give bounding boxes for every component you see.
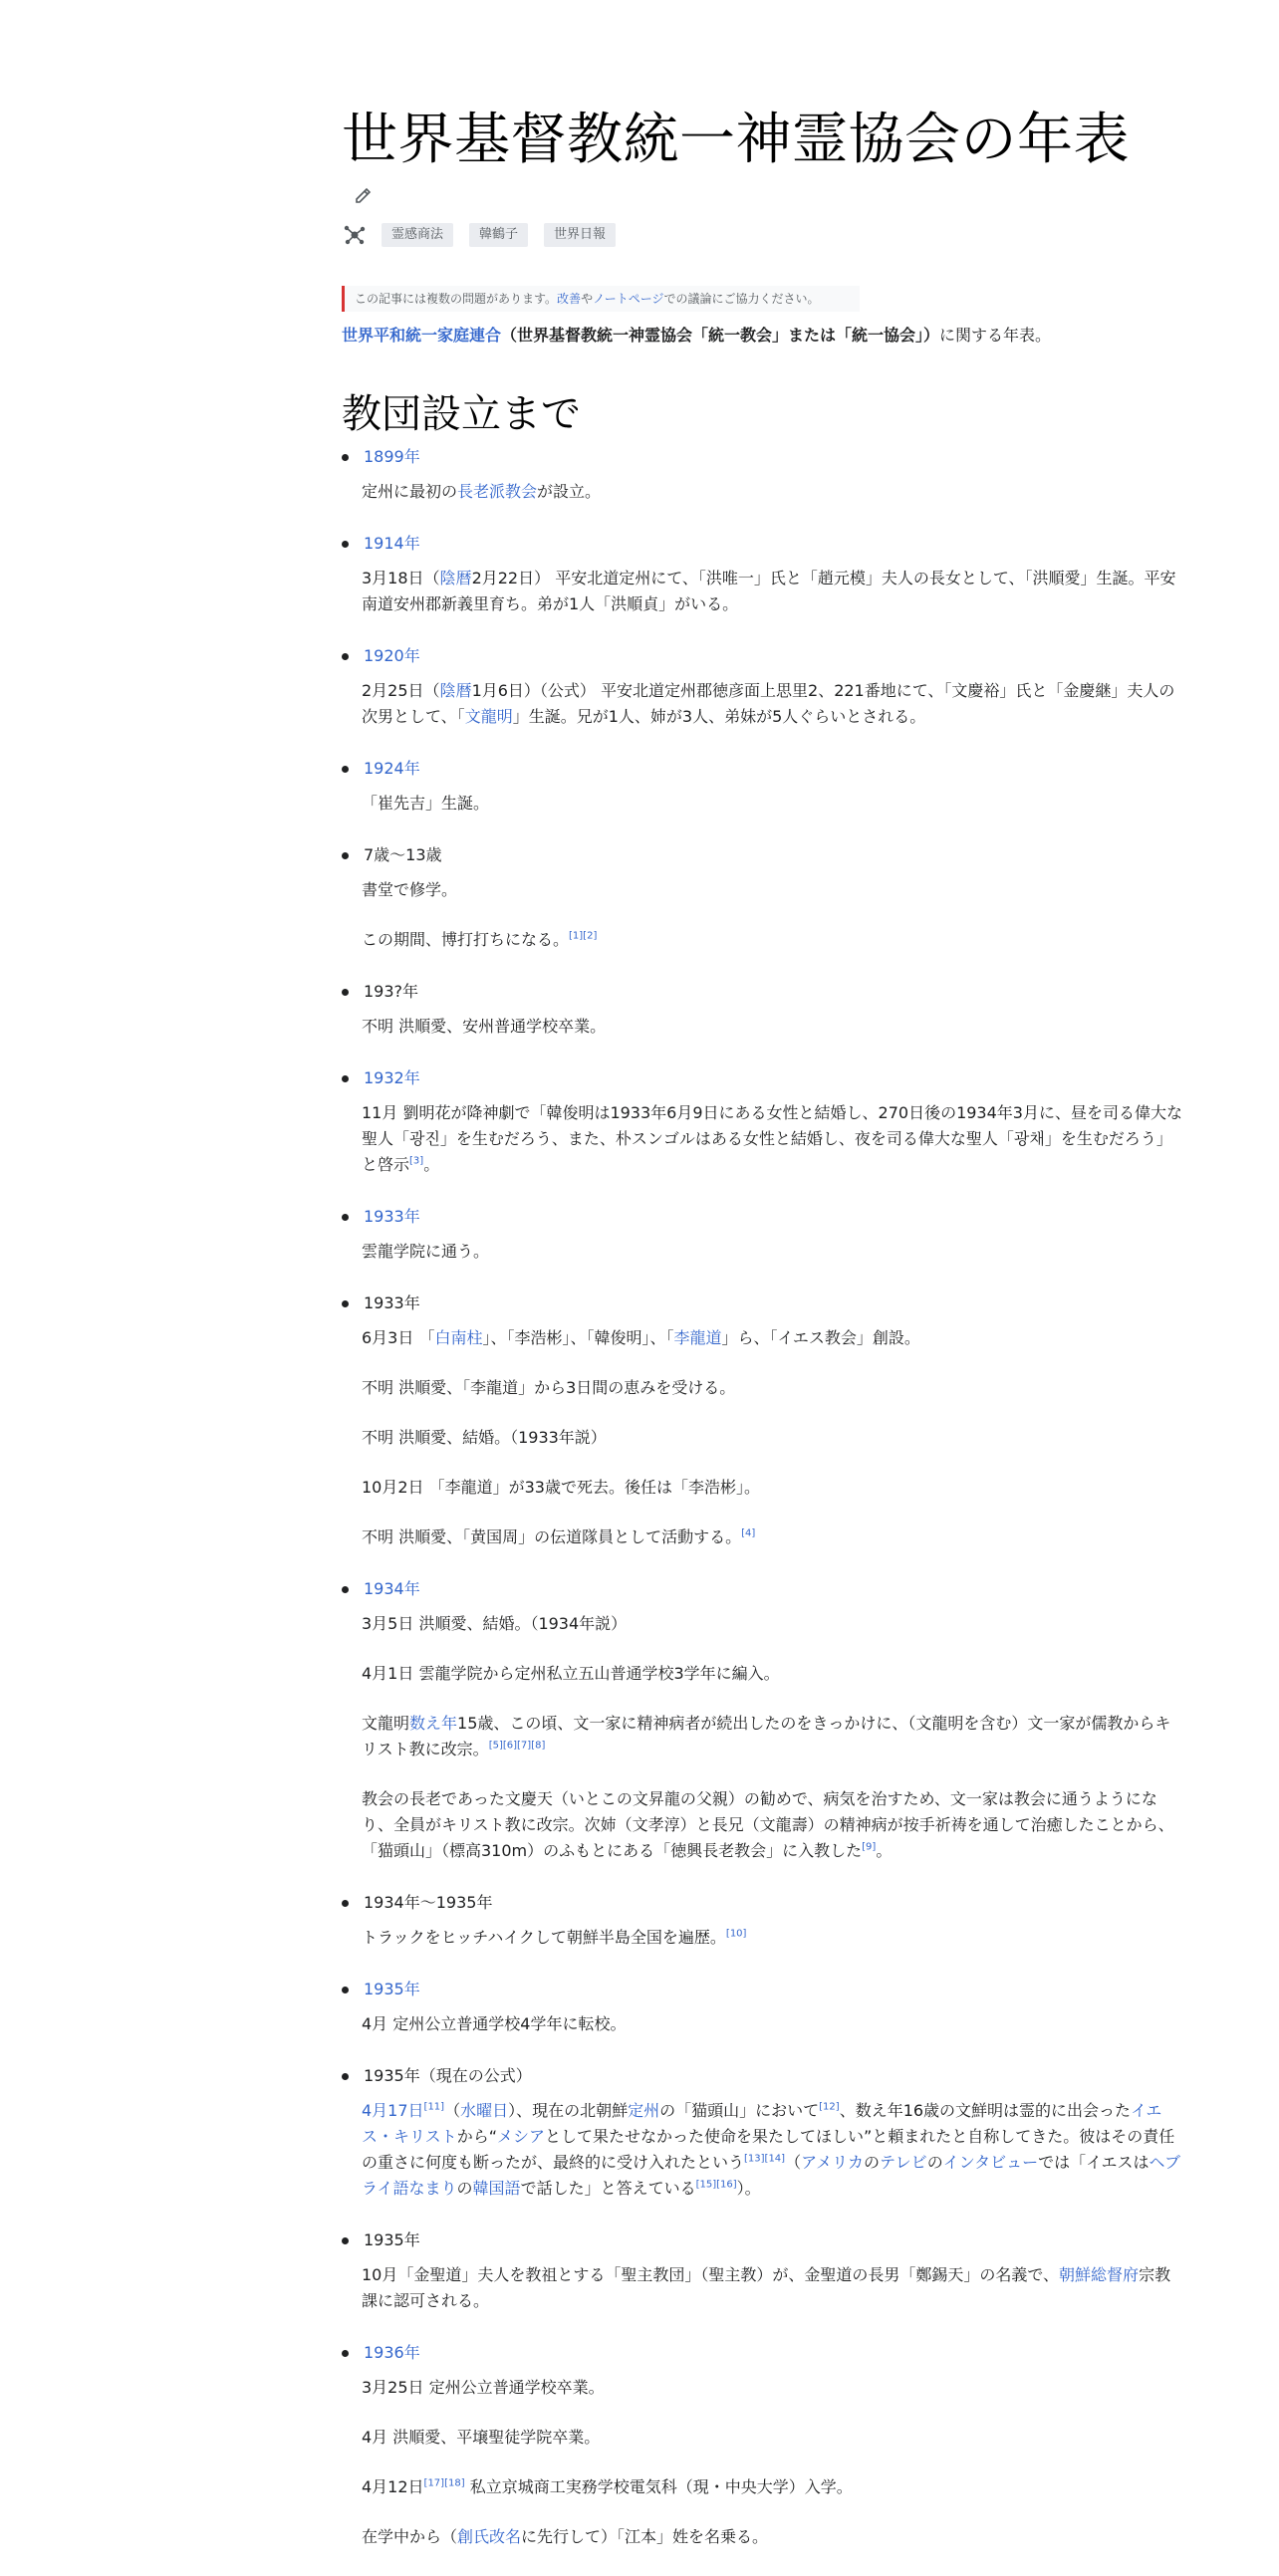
intro-bold: （世界基督教統一神霊協会「統一教会」または「統一協会」） — [501, 326, 940, 345]
inline-link[interactable]: イエス・キリスト — [362, 2101, 1162, 2146]
notice-improve-link[interactable]: 改善 — [557, 292, 582, 306]
timeline-year: 1933年 — [364, 1293, 420, 1312]
timeline-entry — [342, 1065, 1186, 1178]
page-title: 世界基督教統一神霊協会の年表 — [342, 108, 1130, 172]
intro-sentence: 世界平和統一家庭連合（世界基督教統一神霊協会「統一教会」または「統一協会」）に関する年表。 — [342, 326, 1052, 345]
timeline-description: 3月5日 洪順愛、結婚。（1934年説） — [362, 1614, 628, 1633]
inline-link[interactable]: テレビ — [880, 2153, 927, 2172]
timeline-entry — [342, 1290, 1186, 1550]
category-tag[interactable]: 世界日報 — [544, 223, 616, 247]
timeline-description: 11月 劉明花が降神劇で「韓俊明は1933年6月9日にある女性と結婚し、270日後の1934年3月に、昼を司る偉大な聖人「광진」を生むだろう、また、朴スンゴルはある女性と結婚し、夜を司る偉大な聖人「광채」を生むだろう」と啓示[3]。 — [362, 1103, 1182, 1174]
timeline-description: 6月3日 「白南柱」、「李浩彬」、「韓俊明」、「李龍道」ら、「イエス教会」創設。 — [362, 1328, 920, 1347]
issues-notice[interactable]: この記事には複数の問題があります。改善やノートページでの議論にご協力ください。 — [342, 286, 860, 312]
bullet-icon — [342, 766, 349, 773]
timeline-year[interactable]: 1924年 — [364, 759, 420, 778]
timeline-description: 4月 洪順愛、平壌聖徒学院卒業。 — [362, 2428, 601, 2447]
timeline-description: 在学中から（創氏改名に先行して）「江本」姓を名乗る。 — [362, 2527, 769, 2546]
bullet-icon — [342, 541, 349, 548]
timeline-entry — [342, 979, 1186, 1040]
inline-link[interactable]: ヘブライ語なまり — [362, 2153, 1180, 2198]
category-tag[interactable]: 霊感商法 — [382, 223, 453, 247]
timeline-year[interactable]: 1914年 — [364, 534, 420, 553]
section-heading: 教団設立まで — [342, 391, 581, 437]
inline-link[interactable]: 定州 — [628, 2101, 660, 2120]
inline-link[interactable]: 李龍道 — [673, 1328, 722, 1347]
bullet-icon — [342, 2237, 349, 2244]
inline-link[interactable]: 陰暦 — [439, 681, 472, 700]
citation-ref[interactable]: [17][18] — [423, 2477, 465, 2489]
citation-ref[interactable]: [4] — [741, 1527, 756, 1539]
timeline-description: 書堂で修学。 — [362, 880, 458, 899]
bullet-icon — [342, 1586, 349, 1593]
timeline-entry — [342, 1204, 1186, 1265]
inline-link[interactable]: インタビュー — [942, 2153, 1039, 2172]
intro-link[interactable]: 世界平和統一家庭連合 — [342, 326, 502, 345]
inline-link[interactable]: 朝鮮総督府 — [1059, 2265, 1140, 2284]
timeline-description: 不明 洪順愛、安州普通学校卒業。 — [362, 1017, 607, 1036]
citation-ref[interactable]: [9] — [862, 1841, 877, 1853]
timeline-year[interactable]: 1933年 — [364, 1207, 420, 1226]
timeline-entry — [342, 2227, 1186, 2314]
citation-ref[interactable]: [12] — [819, 2101, 840, 2113]
category-tag[interactable]: 韓鶴子 — [469, 223, 528, 247]
timeline-entry — [342, 756, 1186, 817]
timeline-year[interactable]: 1899年 — [364, 447, 420, 466]
timeline-year: 1935年 — [364, 2230, 420, 2249]
timeline-description: 4月 定州公立普通学校4学年に転校。 — [362, 2014, 627, 2033]
citation-ref[interactable]: [15][16] — [695, 2179, 737, 2191]
timeline-year: 193?年 — [364, 982, 419, 1001]
timeline-description: 教会の長老であった文慶天（いとこの文昇龍の父親）の勧めで、病気を治すため、文一家は教会に通うようになり、全員がキリスト教に改宗。次姉（文孝淳）と長兄（文龍壽）の精神病が按手祈祷を通して治癒したことから、「猫頭山」（標高310m）のふもとにある「徳興長老教会」に入教した[9]。 — [362, 1789, 1174, 1860]
edit-pencil-icon[interactable] — [353, 185, 375, 207]
timeline-description: 10月「金聖道」夫人を教祖とする「聖主教団」（聖主教）が、金聖道の長男「鄭錫天」の名義で、朝鮮総督府宗教課に認可される。 — [362, 2265, 1171, 2310]
bullet-icon — [342, 1075, 349, 1082]
inline-link[interactable]: 4月17日 — [362, 2101, 424, 2120]
timeline-description: 3月25日 定州公立普通学校卒業。 — [362, 2378, 605, 2397]
timeline-entry — [342, 2340, 1186, 2550]
bullet-icon — [342, 1900, 349, 1907]
bullet-icon — [342, 2073, 349, 2080]
inline-link[interactable]: 陰暦 — [439, 569, 472, 587]
inline-link[interactable]: 韓国語 — [472, 2179, 521, 2198]
timeline-description: 4月12日[17][18] 私立京城商工実務学校電気科（現・中央大学）入学。 — [362, 2477, 853, 2496]
timeline-entry — [342, 444, 1186, 505]
timeline-entry — [342, 2063, 1186, 2202]
inline-link[interactable]: 長老派教会 — [457, 482, 538, 501]
timeline-entry — [342, 1576, 1186, 1864]
timeline-description: 3月18日（陰暦2月22日） 平安北道定州にて、「洪唯一」氏と「趙元模」夫人の長女として、「洪順愛」生誕。平安南道安州郡新義里育ち。弟が1人「洪順貞」がいる。 — [362, 569, 1176, 613]
timeline-entry — [342, 842, 1186, 953]
timeline-year[interactable]: 1935年 — [364, 1980, 420, 1998]
timeline-description: 4月1日 雲龍学院から定州私立五山普通学校3学年に編入。 — [362, 1664, 780, 1683]
inline-link[interactable]: 文龍明 — [464, 707, 513, 726]
timeline-description: 雲龍学院に通う。 — [362, 1242, 490, 1261]
inline-link[interactable]: メシア — [496, 2127, 545, 2146]
timeline-description: 不明 洪順愛、「李龍道」から3日間の恵みを受ける。 — [362, 1378, 736, 1397]
timeline-list — [342, 444, 1186, 2576]
category-bar — [342, 222, 624, 248]
timeline-description: トラックをヒッチハイクして朝鮮半島全国を遍歴。[10] — [362, 1928, 747, 1947]
citation-ref[interactable]: [13][14] — [744, 2153, 786, 2165]
inline-link[interactable]: 水曜日 — [460, 2101, 509, 2120]
timeline-description: 4月17日[11]（水曜日）、現在の北朝鮮定州の「猫頭山」において[12]、数え年16歳の文鮮明は霊的に出会ったイエス・キリストから“メシアとして果たせなかった使命を果たしてほしい”と頼まれたと自称してきた。彼はその責任の重さに何度も断ったが、最終的に受け入れたという[13][14]（アメリカのテレビのインタビューでは「イエスはヘブライ語なまりの韓国語で話した」と答えている[15][16]）。 — [362, 2101, 1180, 2198]
timeline-year: 1934年〜1935年 — [364, 1893, 493, 1912]
bullet-icon — [342, 1214, 349, 1221]
timeline-entry — [342, 643, 1186, 730]
notice-text: この記事には複数の問題があります。 — [355, 292, 558, 306]
timeline-description: 不明 洪順愛、結婚。（1933年説） — [362, 1428, 607, 1447]
citation-ref[interactable]: [1][2] — [569, 930, 598, 942]
bullet-icon — [342, 1300, 349, 1307]
inline-link[interactable]: 数え年 — [409, 1714, 458, 1733]
bullet-icon — [342, 852, 349, 859]
timeline-description: この期間、博打打ちになる。[1][2] — [362, 930, 598, 949]
inline-link[interactable]: 白南柱 — [434, 1328, 483, 1347]
timeline-year[interactable]: 1936年 — [364, 2343, 420, 2362]
bullet-icon — [342, 989, 349, 996]
timeline-year: 7歳〜13歳 — [364, 845, 442, 864]
bullet-icon — [342, 454, 349, 461]
timeline-year[interactable]: 1932年 — [364, 1068, 420, 1087]
timeline-entry — [342, 1977, 1186, 2037]
timeline-description: 2月25日（陰暦1月6日）（公式） 平安北道定州郡徳彦面上思里2、221番地にて、「文慶裕」氏と「金慶継」夫人の次男として、「文龍明」生誕。兄が1人、姉が3人、弟妹が5人ぐらいとされる。 — [362, 681, 1175, 726]
bullet-icon — [342, 653, 349, 660]
timeline-description: 不明 洪順愛、「黄国周」の伝道隊員として活動する。[4] — [362, 1527, 756, 1546]
timeline-description: 10月2日 「李龍道」が33歳で死去。後任は「李浩彬」。 — [362, 1478, 760, 1497]
timeline-year[interactable]: 1920年 — [364, 646, 420, 665]
citation-ref[interactable]: [10] — [725, 1928, 747, 1940]
timeline-description: 文龍明数え年15歳、この頃、文一家に精神病者が続出したのをきっかけに、（文龍明を含む）文一家が儒教からキリスト教に改宗。[5][6][7][8] — [362, 1714, 1171, 1758]
bullet-icon — [342, 1987, 349, 1993]
inline-link[interactable]: アメリカ — [801, 2153, 864, 2172]
citation-ref[interactable]: [5][6][7][8] — [488, 1740, 546, 1752]
bullet-icon — [342, 2350, 349, 2357]
citation-ref[interactable]: [3] — [409, 1155, 424, 1167]
timeline-description: 「崔先吉」生誕。 — [362, 794, 490, 813]
timeline-entry — [342, 531, 1186, 617]
network-icon — [342, 222, 368, 248]
citation-ref[interactable]: [11] — [423, 2101, 445, 2113]
timeline-entry — [342, 1890, 1186, 1951]
timeline-description: 定州に最初の長老派教会が設立。 — [362, 482, 602, 501]
timeline-year[interactable]: 1934年 — [364, 1579, 420, 1598]
timeline-year: 1935年（現在の公式） — [364, 2066, 532, 2085]
notice-talk-link[interactable]: ノートページ — [593, 292, 664, 306]
inline-link[interactable]: 創氏改名 — [457, 2527, 522, 2546]
